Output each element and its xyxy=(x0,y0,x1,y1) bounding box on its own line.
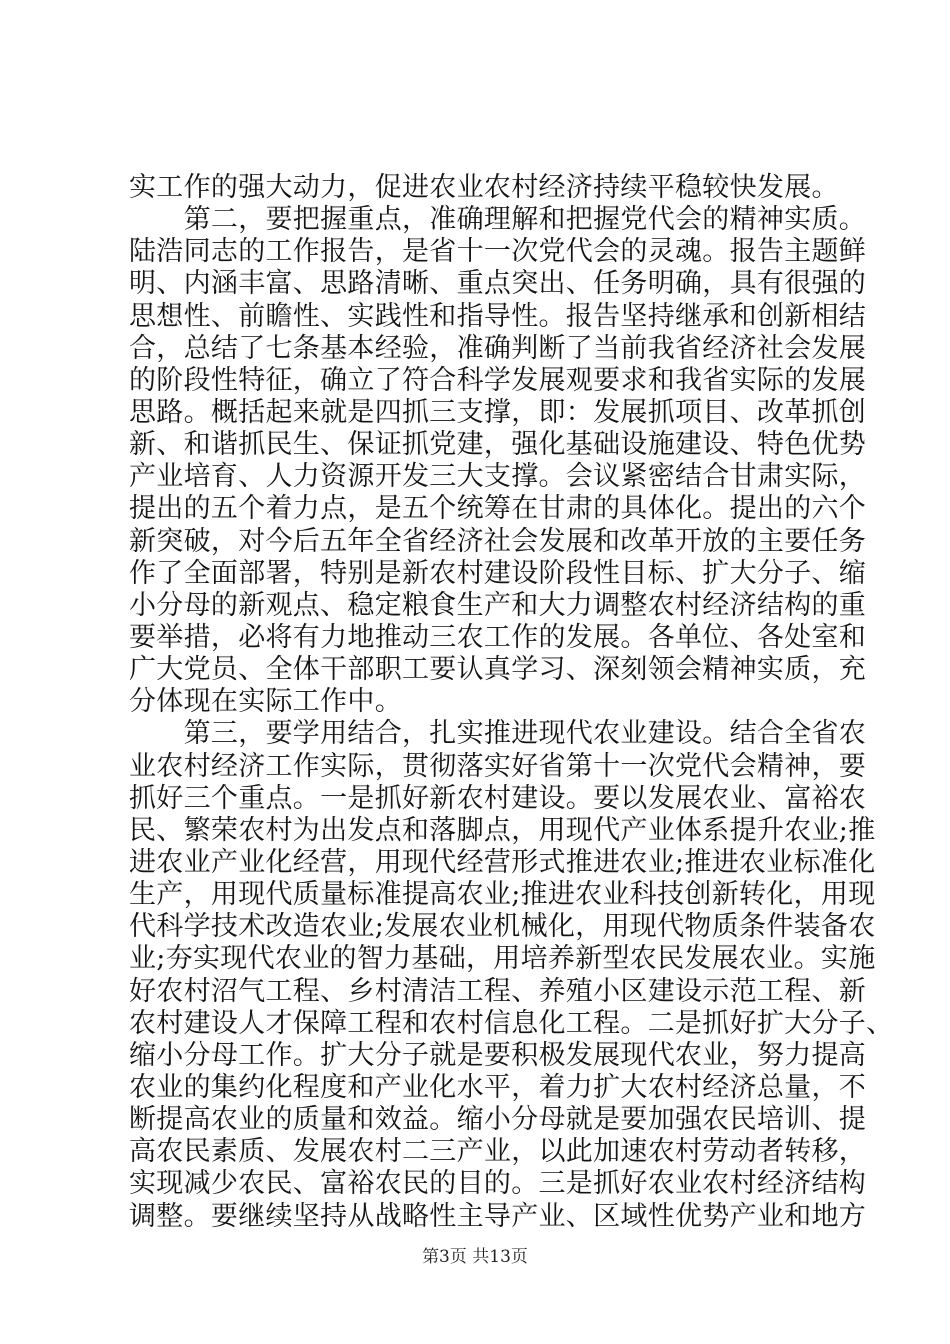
body-text xyxy=(129,172,894,1233)
text-line: 提出的五个着力点，是五个统筹在甘肃的具体化。提出的六个 xyxy=(129,493,867,525)
text-line: 要举措，必将有力地推动三农工作的发展。各单位、各处室和 xyxy=(129,621,867,653)
text-line: 第二，要把握重点，准确理解和把握党代会的精神实质。 xyxy=(129,204,867,236)
text-line: 实工作的强大动力，促进农业农村经济持续平稳较快发展。 xyxy=(129,172,839,203)
text-line: 业;夯实现代农业的智力基础，用培养新型农民发展农业。实施 xyxy=(129,943,876,975)
text-line: 合，总结了七条基本经验，准确判断了当前我省经济社会发展 xyxy=(129,332,867,364)
text-line: 农村建设人才保障工程和农村信息化工程。二是抓好扩大分子、 xyxy=(129,1007,894,1039)
text-line: 好农村沼气工程、乡村清洁工程、养殖小区建设示范工程、新 xyxy=(129,975,867,1007)
text-line: 思路。概括起来就是四抓三支撑，即：发展抓项目、改革抓创 xyxy=(129,396,867,428)
text-line: 产业培育、人力资源开发三大支撑。会议紧密结合甘肃实际， xyxy=(129,461,867,493)
text-line: 断提高农业的质量和效益。缩小分母就是要加强农民培训、提 xyxy=(129,1104,867,1136)
text-line: 进农业产业化经营，用现代经营形式推进农业;推进农业标准化 xyxy=(129,846,876,878)
text-line: 明、内涵丰富、思路清晰、重点突出、任务明确，具有很强的 xyxy=(129,268,867,300)
text-line: 业农村经济工作实际，贯彻落实好省第十一次党代会精神，要 xyxy=(129,750,867,782)
text-line: 生产，用现代质量标准提高农业;推进农业科技创新转化，用现 xyxy=(129,879,876,911)
text-line: 广大党员、全体干部职工要认真学习、深刻领会精神实质，充 xyxy=(129,654,867,686)
text-line: 分体现在实际工作中。 xyxy=(129,686,402,718)
text-line: 的阶段性特征，确立了符合科学发展观要求和我省实际的发展 xyxy=(129,364,867,396)
text-line: 实现减少农民、富裕农民的目的。三是抓好农业农村经济结构 xyxy=(129,1168,867,1200)
text-line: 抓好三个重点。一是抓好新农村建设。要以发展农业、富裕农 xyxy=(129,782,867,814)
text-line: 陆浩同志的工作报告，是省十一次党代会的灵魂。报告主题鲜 xyxy=(129,236,867,268)
text-line: 调整。要继续坚持从战略性主导产业、区域性优势产业和地方 xyxy=(129,1200,867,1232)
page-footer: 第3页 共13页 xyxy=(422,1247,528,1267)
text-line: 思想性、前瞻性、实践性和指导性。报告坚持继承和创新相结 xyxy=(129,300,867,332)
text-line: 代科学技术改造农业;发展农业机械化，用现代物质条件装备农 xyxy=(129,911,876,943)
text-line: 作了全面部署，特别是新农村建设阶段性目标、扩大分子、缩 xyxy=(129,557,867,589)
text-line: 农业的集约化程度和产业化水平，着力扩大农村经济总量，不 xyxy=(129,1071,867,1103)
text-line: 第三，要学用结合，扎实推进现代农业建设。结合全省农 xyxy=(129,718,867,750)
text-line: 新突破，对今后五年全省经济社会发展和改革开放的主要任务 xyxy=(129,525,867,557)
text-line: 小分母的新观点、稳定粮食生产和大力调整农村经济结构的重 xyxy=(129,589,867,621)
text-line: 民、繁荣农村为出发点和落脚点，用现代产业体系提升农业;推 xyxy=(129,814,876,846)
text-line: 缩小分母工作。扩大分子就是要积极发展现代农业，努力提高 xyxy=(129,1039,867,1071)
text-line: 高农民素质、发展农村二三产业，以此加速农村劳动者转移， xyxy=(129,1136,867,1168)
text-line: 新、和谐抓民生、保证抓党建，强化基础设施建设、特色优势 xyxy=(129,429,867,461)
